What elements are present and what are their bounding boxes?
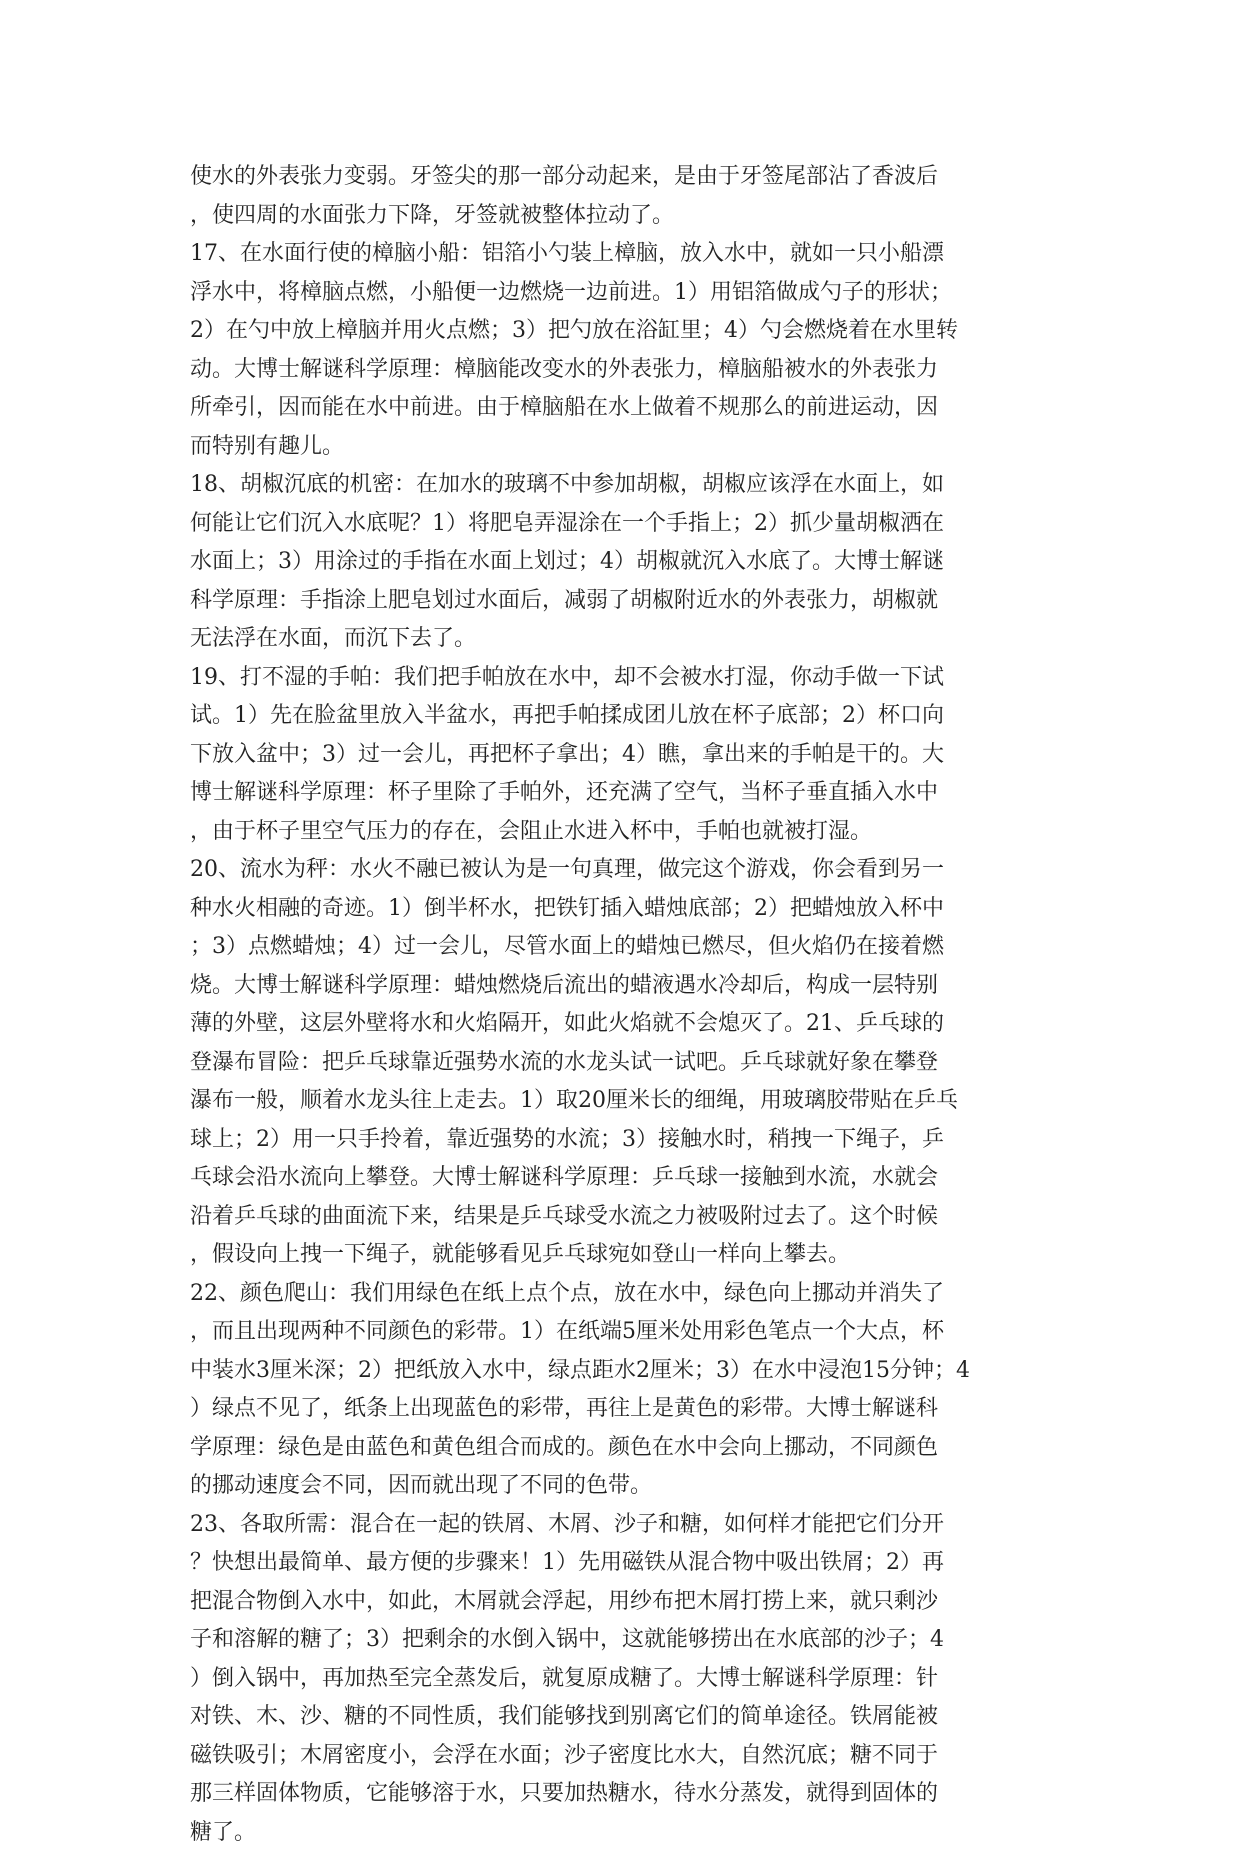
text-line: 中装水3厘米深；2）把纸放入水中，绿点距水2厘米；3）在水中浸泡15分钟；4 xyxy=(190,1352,1050,1391)
text-line: 乓球会沿水流向上攀登。大博士解谜科学原理：乒乓球一接触到水流，水就会 xyxy=(190,1159,1050,1198)
text-line: 糖了。 xyxy=(190,1814,1050,1852)
text-line: 下放入盆中；3）过一会儿，再把杯子拿出；4）瞧，拿出来的手帕是干的。大 xyxy=(190,736,1050,775)
text-line: 瀑布一般，顺着水龙头往上走去。1）取20厘米长的细绳，用玻璃胶带贴在乒乓 xyxy=(190,1082,1050,1121)
text-line: ，假设向上拽一下绳子，就能够看见乒乓球宛如登山一样向上攀去。 xyxy=(190,1236,1050,1275)
text-line: 烧。大博士解谜科学原理：蜡烛燃烧后流出的蜡液遇水冷却后，构成一层特别 xyxy=(190,967,1050,1006)
text-line: 登瀑布冒险：把乒乓球靠近强势水流的水龙头试一试吧。乒乓球就好象在攀登 xyxy=(190,1044,1050,1083)
text-line: 使水的外表张力变弱。牙签尖的那一部分动起来，是由于牙签尾部沾了香波后 xyxy=(190,158,1050,197)
text-line: 沿着乒乓球的曲面流下来，结果是乒乓球受水流之力被吸附过去了。这个时候 xyxy=(190,1198,1050,1237)
text-line: ，由于杯子里空气压力的存在，会阻止水进入杯中，手帕也就被打湿。 xyxy=(190,813,1050,852)
text-line: 何能让它们沉入水底呢？1）将肥皂弄湿涂在一个手指上；2）抓少量胡椒洒在 xyxy=(190,505,1050,544)
text-line: ）倒入锅中，再加热至完全蒸发后，就复原成糖了。大博士解谜科学原理：针 xyxy=(190,1660,1050,1699)
text-line: 17、在水面行使的樟脑小船：铝箔小勺装上樟脑，放入水中，就如一只小船漂 xyxy=(190,235,1050,274)
text-line: ，使四周的水面张力下降，牙签就被整体拉动了。 xyxy=(190,197,1050,236)
text-line: ；3）点燃蜡烛；4）过一会儿，尽管水面上的蜡烛已燃尽，但火焰仍在接着燃 xyxy=(190,928,1050,967)
text-line: 磁铁吸引；木屑密度小，会浮在水面；沙子密度比水大，自然沉底；糖不同于 xyxy=(190,1737,1050,1776)
text-line: 20、流水为秤：水火不融已被认为是一句真理，做完这个游戏，你会看到另一 xyxy=(190,851,1050,890)
text-line: 种水火相融的奇迹。1）倒半杯水，把铁钉插入蜡烛底部；2）把蜡烛放入杯中 xyxy=(190,890,1050,929)
text-line: 23、各取所需：混合在一起的铁屑、木屑、沙子和糖，如何样才能把它们分开 xyxy=(190,1506,1050,1545)
text-line: ？快想出最简单、最方便的步骤来！1）先用磁铁从混合物中吸出铁屑；2）再 xyxy=(190,1544,1050,1583)
text-line: 19、打不湿的手帕：我们把手帕放在水中，却不会被水打湿，你动手做一下试 xyxy=(190,659,1050,698)
text-line: 的挪动速度会不同，因而就出现了不同的色带。 xyxy=(190,1467,1050,1506)
text-line: 无法浮在水面，而沉下去了。 xyxy=(190,620,1050,659)
text-line: 所牵引，因而能在水中前进。由于樟脑船在水上做着不规那么的前进运动，因 xyxy=(190,389,1050,428)
text-line: 学原理：绿色是由蓝色和黄色组合而成的。颜色在水中会向上挪动，不同颜色 xyxy=(190,1429,1050,1468)
text-line: ，而且出现两种不同颜色的彩带。1）在纸端5厘米处用彩色笔点一个大点，杯 xyxy=(190,1313,1050,1352)
text-line: 18、胡椒沉底的机密：在加水的玻璃不中参加胡椒，胡椒应该浮在水面上，如 xyxy=(190,466,1050,505)
text-line: 动。大博士解谜科学原理：樟脑能改变水的外表张力，樟脑船被水的外表张力 xyxy=(190,351,1050,390)
text-line: 那三样固体物质，它能够溶于水，只要加热糖水，待水分蒸发，就得到固体的 xyxy=(190,1775,1050,1814)
text-line: 2）在勺中放上樟脑并用火点燃；3）把勺放在浴缸里；4）勺会燃烧着在水里转 xyxy=(190,312,1050,351)
text-line: 子和溶解的糖了；3）把剩余的水倒入锅中，这就能够捞出在水底部的沙子；4 xyxy=(190,1621,1050,1660)
text-line: 对铁、木、沙、糖的不同性质，我们能够找到别离它们的简单途径。铁屑能被 xyxy=(190,1698,1050,1737)
text-line: 科学原理：手指涂上肥皂划过水面后，减弱了胡椒附近水的外表张力，胡椒就 xyxy=(190,582,1050,621)
text-line: 浮水中，将樟脑点燃，小船便一边燃烧一边前进。1）用铝箔做成勺子的形状； xyxy=(190,274,1050,313)
text-line: 把混合物倒入水中，如此，木屑就会浮起，用纱布把木屑打捞上来，就只剩沙 xyxy=(190,1583,1050,1622)
text-line: 博士解谜科学原理：杯子里除了手帕外，还充满了空气，当杯子垂直插入水中 xyxy=(190,774,1050,813)
text-line: 22、颜色爬山：我们用绿色在纸上点个点，放在水中，绿色向上挪动并消失了 xyxy=(190,1275,1050,1314)
text-line: 球上；2）用一只手拎着，靠近强势的水流；3）接触水时，稍拽一下绳子，乒 xyxy=(190,1121,1050,1160)
text-line: 而特别有趣儿。 xyxy=(190,428,1050,467)
text-line: 水面上；3）用涂过的手指在水面上划过；4）胡椒就沉入水底了。大博士解谜 xyxy=(190,543,1050,582)
text-line: ）绿点不见了，纸条上出现蓝色的彩带，再往上是黄色的彩带。大博士解谜科 xyxy=(190,1390,1050,1429)
text-line: 薄的外壁，这层外壁将水和火焰隔开，如此火焰就不会熄灭了。21、乒乓球的 xyxy=(190,1005,1050,1044)
document-body-text xyxy=(190,158,1050,1852)
text-line: 试。1）先在脸盆里放入半盆水，再把手帕揉成团儿放在杯子底部；2）杯口向 xyxy=(190,697,1050,736)
